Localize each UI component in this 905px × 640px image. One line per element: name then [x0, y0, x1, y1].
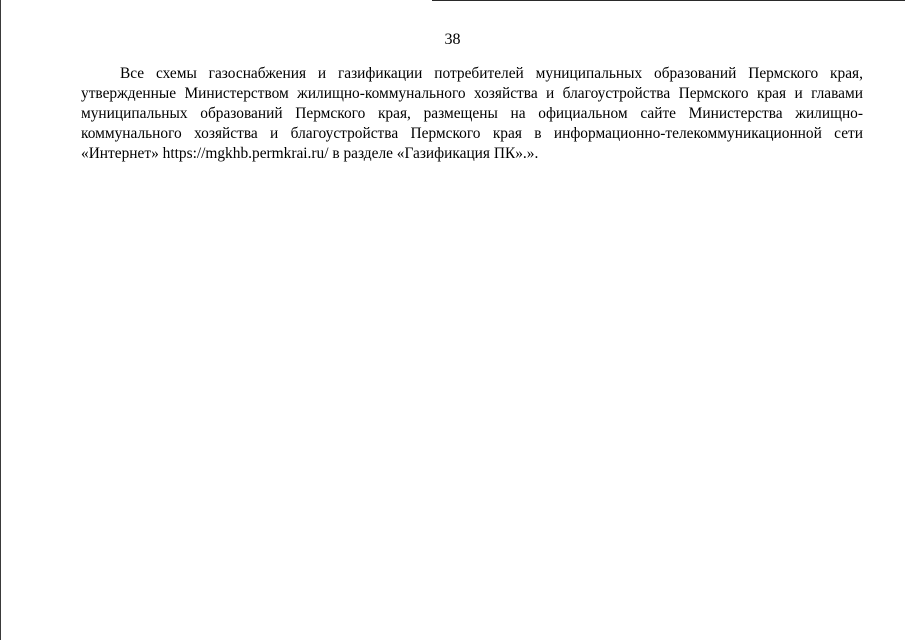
scan-border-left	[0, 0, 1, 640]
scan-border-top	[432, 0, 905, 1]
page-number: 38	[444, 31, 461, 48]
body-paragraph: Все схемы газоснабжения и газификации потребителей муниципальных образований Пермского края, утвержденные Министерством жилищно-коммунального хозяйства и благоустройства Пермского края и главами муниципальных образований Пермского края, размещены на официальном сайте Министерства жилищно-коммунального хозяйства и благоустройства Пермского края в информационно-телекоммуникационной сети «Интернет» https://mgkhb.permkrai.ru/ в разделе «Газификация ПК».».	[81, 65, 863, 162]
